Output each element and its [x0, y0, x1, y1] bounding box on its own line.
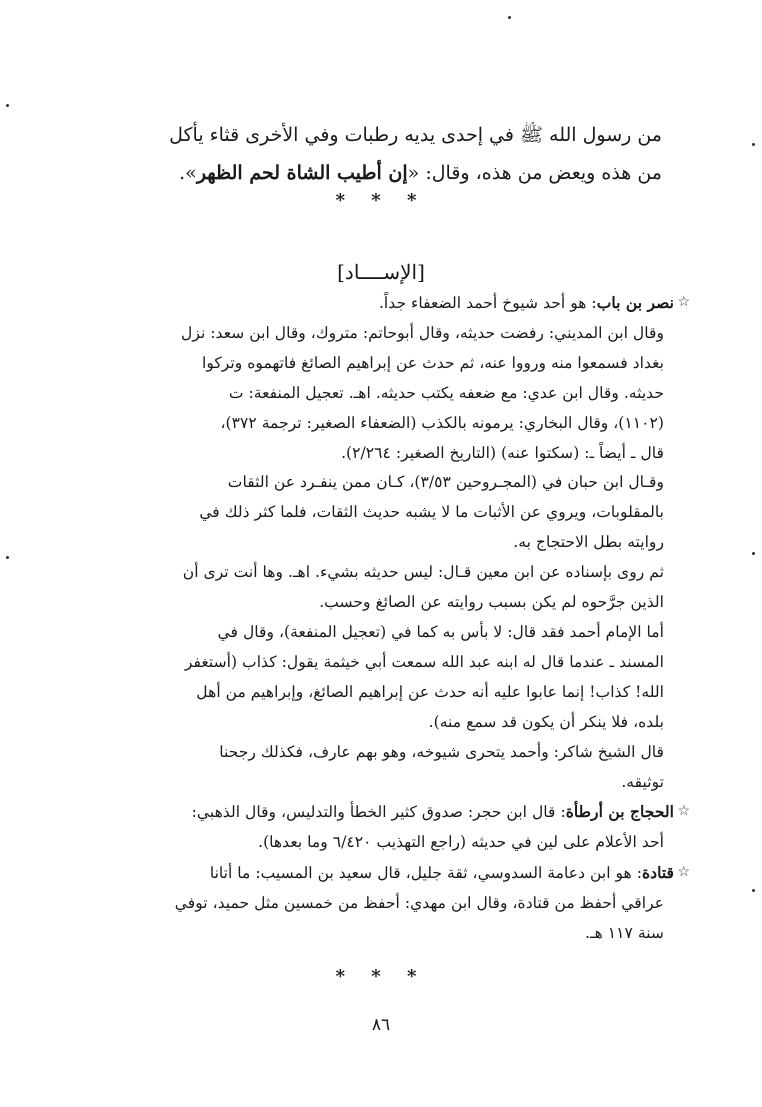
entry-line: وقال ابن المديني: رفضت حديثه، وقال أبوحاتم: متروك، وقال ابن سعد: نزل — [181, 323, 664, 342]
separator-top: * * * — [335, 190, 427, 211]
narrator-name: قتادة — [641, 863, 674, 883]
narrator-name: الحجاج بن أرطأة — [565, 802, 674, 822]
star-marker-icon: ☆ — [677, 803, 690, 820]
hadith-line-2: من هذه ويعض من هذه، وقال: «إن أطيب الشاة لحم الظهر». — [179, 162, 662, 184]
star-marker-icon: ☆ — [677, 864, 690, 881]
margin-dot — [6, 556, 9, 559]
entry-line: توثيقه. — [621, 772, 664, 791]
hadith-quote: إن أطيب الشاة لحم الظهر — [196, 162, 408, 184]
entry-line: ثم روى بإسناده عن ابن معين قـال: ليس حديثه بشيء. اهـ. وها أنت ترى أن — [182, 563, 664, 582]
entry-line: بالمقلوبات، ويروي عن الأثبات ما لا يشبه حديث الثقات، فلما كثر ذلك في — [199, 503, 664, 522]
entry-line: الذين جرَّحوه لم يكن بسبب روايته عن الصائغ وحسب. — [319, 593, 664, 612]
margin-dot — [752, 889, 755, 892]
entry-line: وقـال ابن حبان في (المجـروحين ٣/٥٣)، كـان ممن ينفـرد عن الثقات — [227, 473, 664, 492]
entry-line: نصر بن باب: هو أحد شيوخ أحمد الضعفاء جداً. — [378, 293, 674, 312]
entry-line: قتادة: هو ابن دعامة السدوسي، ثقة جليل، قال سعيد بن المسيب: ما أتانا — [209, 863, 674, 883]
star-marker-icon: ☆ — [677, 294, 690, 310]
narrators-section — [100, 288, 690, 949]
margin-dot — [6, 104, 9, 107]
page-number: ٨٦ — [371, 1015, 391, 1035]
margin-dot — [752, 143, 755, 146]
entry-line: (١١٠٢)، وقال البخاري: يرمونه بالكذب (الضعفاء الصغير: ترجمة ٣٧٢)، — [220, 413, 664, 432]
entry-line: عراقي أحفظ من قتادة، وقال ابن مهدي: أحفظ من خمسين مثل حميد، توفي — [174, 894, 664, 913]
margin-dot — [752, 552, 755, 555]
hadith-line-1: من رسول الله ﷺ في إحدى يديه رطبات وفي الأخرى قثاء يأكل — [169, 124, 662, 146]
entry-line: روايته بطل الاحتجاج به. — [513, 533, 664, 552]
entry-line: أحد الأعلام على لين في حديثه (راجع التهذيب ٦/٤٢٠ وما بعدها). — [258, 833, 664, 852]
narrator-name: نصر بن باب — [596, 293, 674, 312]
entry-line: الحجاج بن أرطأة: قال ابن حجر: صدوق كثير الخطأ والتدليس، وقال الذهبي: — [191, 802, 674, 822]
entry-line: المسند ـ عندما قال له ابنه عبد الله سمعت أبي خيثمة يقول: كذاب (أستغفر — [184, 652, 664, 671]
entry-line: بغداد فسمعوا منه ورووا عنه، ثم حدث عن إبراهيم الصائغ فاتهموه وتركوا — [202, 353, 664, 372]
section-heading: [الإســــاد] — [337, 260, 425, 284]
entry-line: أما الإمام أحمد فقد قال: لا بأس به كما في (تعجيل المنفعة)، وقال في — [217, 622, 664, 641]
entry-line: سنة ١١٧ هـ. — [585, 924, 664, 943]
entry-line: حديثه. وقال ابن عدي: مع ضعفه يكتب حديثه. اهـ. تعجيل المنفعة: ت — [228, 383, 664, 402]
entry-line: بلده، فلا ينكر أن يكون قد سمع منه). — [428, 712, 664, 731]
entry-hajjaj-bin-artaa — [100, 797, 690, 858]
hadith-text — [100, 116, 662, 192]
entry-line: قال الشيخ شاكر: وأحمد يتحرى شيوخه، وهو بهم عارف، فكذلك رجحنا — [219, 742, 664, 761]
entry-line: الله! كذاب! إنما عابوا عليه أنه حدث عن إبراهيم الصائغ، وإبراهيم من أهل — [196, 682, 664, 701]
entry-nasr-bin-bab — [100, 288, 690, 797]
separator-bottom: * * * — [335, 966, 427, 987]
margin-dot — [508, 16, 511, 19]
entry-qatada — [100, 858, 690, 949]
entry-line: قال ـ أيضاً ـ: (سكتوا عنه) (التاريخ الصغير: ٢/٢٦٤). — [341, 443, 664, 462]
